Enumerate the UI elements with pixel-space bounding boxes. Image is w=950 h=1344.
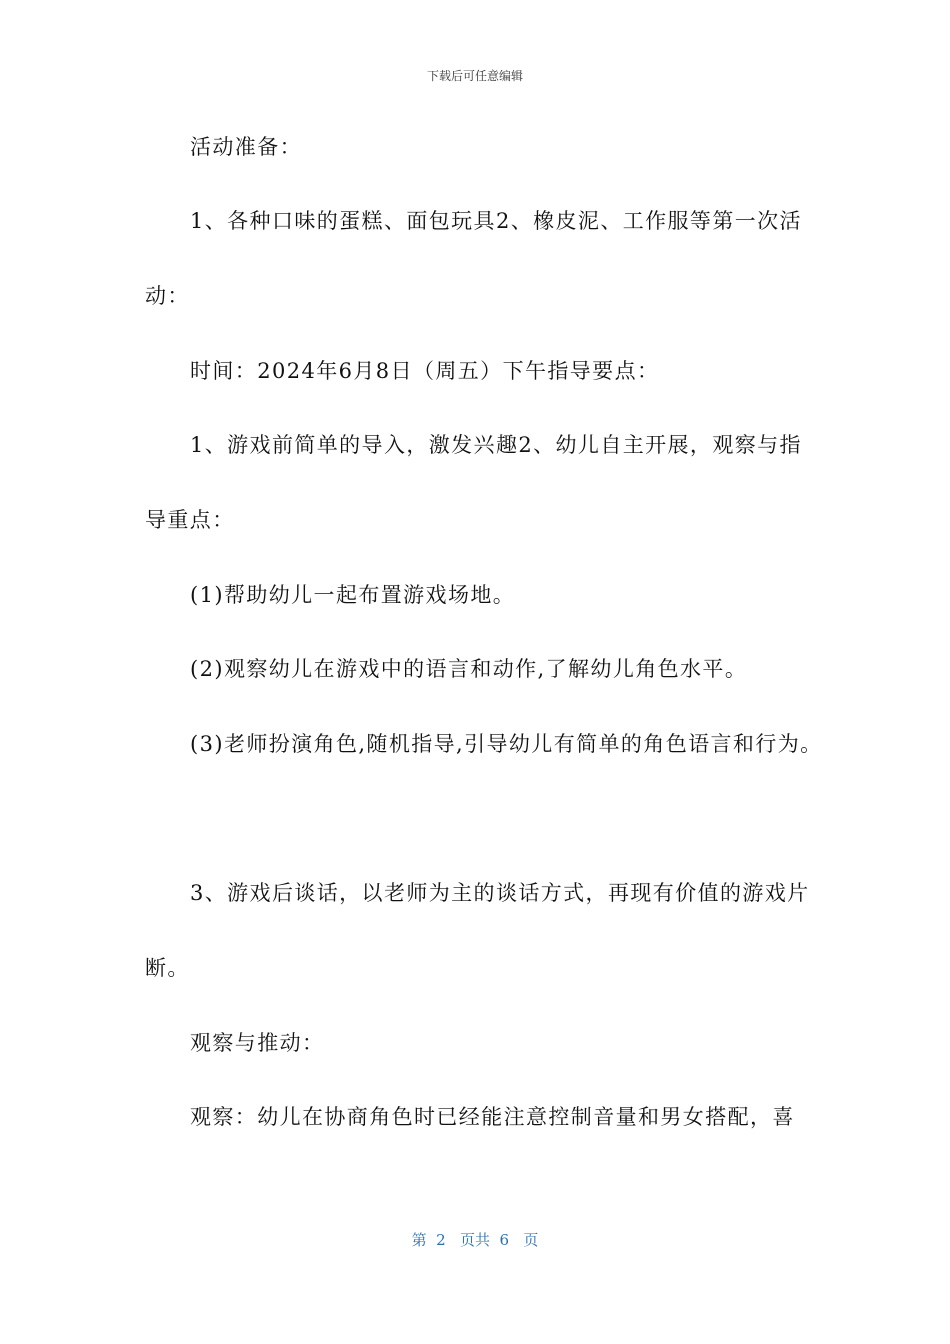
paragraph-line: 观察与推动： [190,1031,325,1055]
paragraph-line: 动： [145,284,190,308]
paragraph-line: 观察：幼儿在协商角色时已经能注意控制音量和男女搭配，喜 [190,1105,795,1129]
paragraph-line: 3、游戏后谈话，以老师为主的谈话方式，再现有价值的游戏片 [190,881,810,905]
paragraph-line: 导重点： [145,508,235,532]
page-header-note: 下载后可任意编辑 [426,69,523,83]
paragraph-line: 时间：2024年6月8日（周五）下午指导要点： [190,359,660,383]
paragraph-line: (1)帮助幼儿一起布置游戏场地。 [190,583,516,607]
paragraph-line: (3)老师扮演角色,随机指导,引导幼儿有简单的角色语言和行为。 [190,732,823,756]
paragraph-line: 1、游戏前简单的导入，激发兴趣2、幼儿自主开展，观察与指 [190,433,802,457]
paragraph-line: 断。 [145,956,190,980]
paragraph-line: 1、各种口味的蛋糕、面包玩具2、橡皮泥、工作服等第一次活 [190,209,802,233]
page-number-footer: 第 2 页共 6 页 [411,1231,539,1249]
paragraph-line: 活动准备： [190,135,302,159]
paragraph-line: (2)观察幼儿在游戏中的语言和动作,了解幼儿角色水平。 [190,657,748,681]
